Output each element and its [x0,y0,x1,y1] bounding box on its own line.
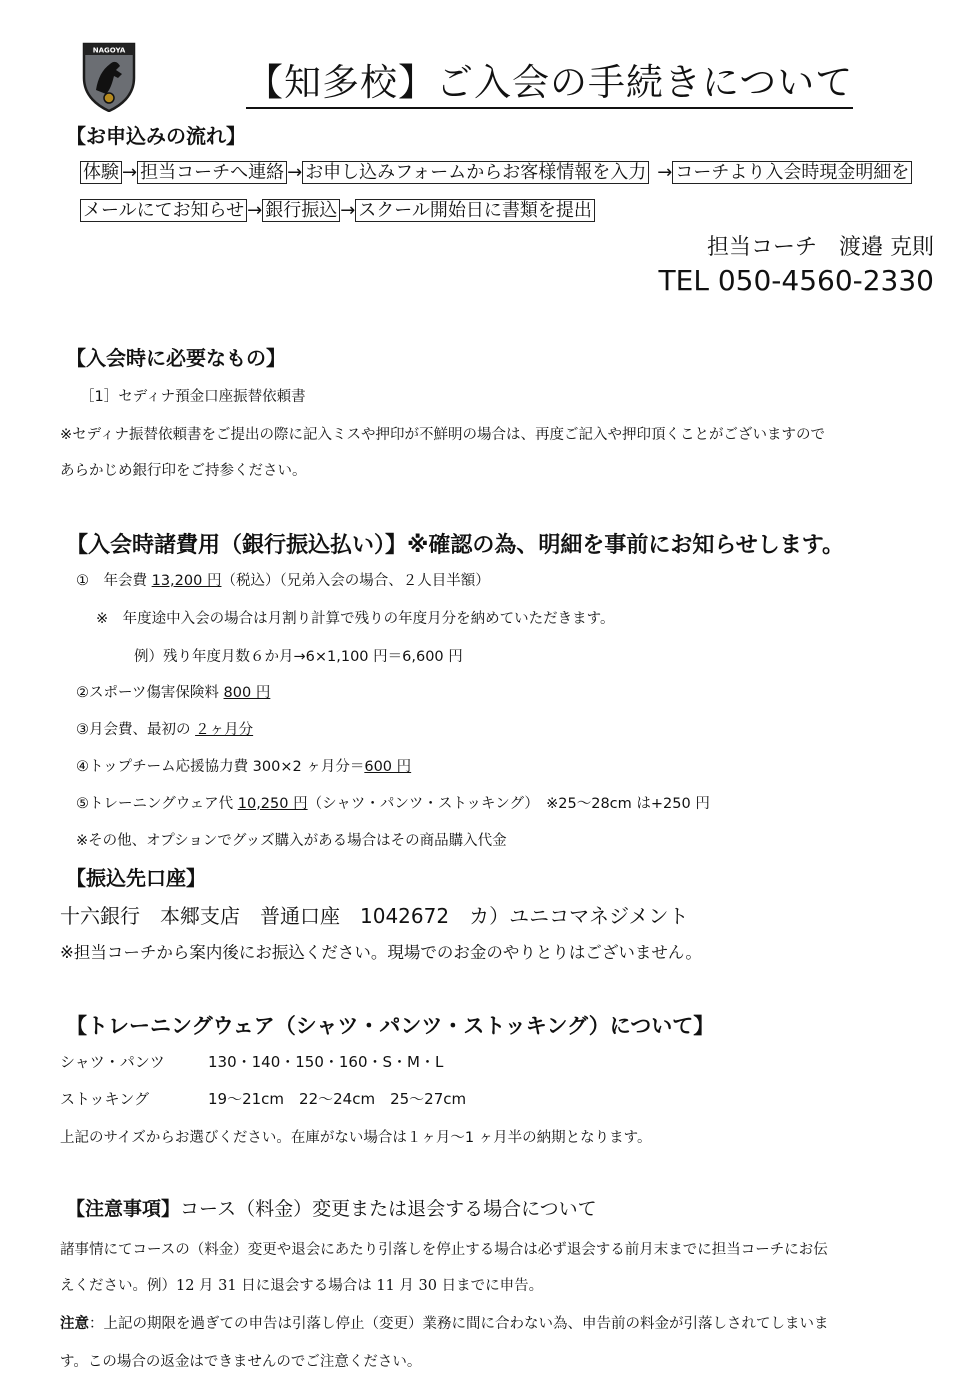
fee-item-insurance [76,681,270,702]
flow-arrow: → [657,162,673,183]
flow-arrow: → [247,200,263,221]
required-note-line-2: あらかじめ銀行印をご持参ください。 [60,463,307,479]
svg-text:NAGOYA: NAGOYA [92,46,126,55]
required-heading: 【入会時に必要なもの】 [66,346,286,370]
fee-item-monthly [76,718,253,739]
fee-amount: 600 円 [364,759,412,775]
wear-size-label: ストッキング [60,1090,150,1108]
fee-amount: 10,250 円 [237,796,308,812]
fee-item-label: ⑤トレーニングウェア代 [76,796,234,812]
required-note-line-1: ※セディナ振替依頼書をご提出の際に記入ミスや押印が不鮮明の場合は、再度ご記入や押印頂くことがございますので [60,427,825,443]
bank-note: ※担当コーチから案内後にお振込ください。現場でのお金のやりとりはございません。 [60,943,702,962]
fee-item-label: ④トップチーム応援協力費 300×2 ヶ月分＝ [76,759,365,775]
flow-heading: 【お申込みの流れ】 [66,124,246,148]
page-title: 【知多校】ご入会の手続きについて [246,52,853,109]
fee-amount: 13,200 円 [151,573,222,589]
flow-arrow: → [122,162,138,183]
fee-item-support [76,755,411,776]
flow-row-1 [80,158,912,184]
flow-step-bank-transfer: 銀行振込 [262,199,340,222]
wear-note: 上記のサイズからお選びください。在庫がない場合は１ヶ月～1 ヶ月半の納期となります。 [60,1130,652,1146]
coach-name: 担当コーチ 渡邉 克則 [707,235,934,260]
flow-arrow: → [340,200,356,221]
fee-item-annual-note: ※ 年度途中入会の場合は月割り計算で残りの年度月分を納めていただきます。 [96,611,615,627]
wear-size-row [60,1051,443,1072]
caution-heading [66,1194,597,1221]
fee-item-label: ②スポーツ傷害保険料 [76,685,219,701]
bank-account: 十六銀行 本郷支店 普通口座 1042672 カ）ユニコマネジメント [60,904,689,928]
flow-step-statement: コーチより入会時現金明細を [672,161,912,184]
wear-size-values: 19～21cm 22～24cm 25～27cm [208,1090,467,1108]
caution-note-text: ：上記の期限を過ぎての申告は引落し停止（変更）業務に間に合わない為、申告前の料金が引落しされてしまいま [89,1316,829,1332]
fee-item-annual-example: 例）残り年度月数６か月→6×1,100 円＝6,600 円 [134,649,463,665]
wear-heading: 【トレーニングウェア（シャツ・パンツ・ストッキング）について】 [66,1014,715,1038]
flow-arrow: → [287,162,303,183]
caution-note-line-2: す。この場合の返金はできませんのでご注意ください。 [60,1354,422,1370]
caution-line-2: えください。例）12 月 31 日に退会する場合は 11 月 30 日までに申告。 [60,1278,544,1294]
caution-heading-label: 【注意事項】 [66,1198,181,1220]
coach-phone: TEL 050-4560-2330 [658,264,934,297]
fee-item-wear [76,792,710,813]
fees-heading: 【入会時諸費用（銀行振込払い）】※確認の為、明細を事前にお知らせします。 [66,533,844,558]
caution-note-line-1 [60,1312,829,1333]
club-emblem [80,40,138,112]
caution-line-1: 諸事情にてコースの（料金）変更や退会にあたり引落しを停止する場合は必ず退会する前月末までに担当コーチにお伝 [60,1242,828,1258]
fee-item-label: ③月会費、最初の [76,722,191,738]
fee-item-annual [76,569,490,590]
flow-step-email: メールにてお知らせ [80,199,247,222]
flow-step-form: お申し込みフォームからお客様情報を入力 [302,161,649,184]
fee-item-detail: （シャツ・パンツ・ストッキング） ※25～28cm は+250 円 [307,796,710,812]
flow-step-contact-coach: 担当コーチへ連絡 [137,161,287,184]
wear-size-values: 130・140・150・160・S・M・L [208,1053,444,1071]
fee-item-label: ① 年会費 [76,573,147,589]
fee-item-detail: （税込）（兄弟入会の場合、２人目半額） [221,573,490,589]
caution-note-label: 注意 [60,1315,89,1332]
caution-heading-text: コース（料金）変更または退会する場合について [180,1198,597,1220]
flow-step-submit-documents: スクール開始日に書類を提出 [355,199,595,222]
fee-amount: 800 円 [223,685,271,701]
wear-size-row [60,1088,466,1109]
bank-heading: 【振込先口座】 [66,866,206,890]
wear-size-label: シャツ・パンツ [60,1053,165,1071]
flow-step-trial: 体験 [80,161,122,184]
fee-amount: ２ヶ月分 [195,722,254,738]
fee-other-note: ※その他、オプションでグッズ購入がある場合はその商品購入代金 [76,833,507,849]
required-item-1: ［1］セディナ預金口座振替依頼書 [80,389,306,405]
flow-row-2 [80,196,595,222]
